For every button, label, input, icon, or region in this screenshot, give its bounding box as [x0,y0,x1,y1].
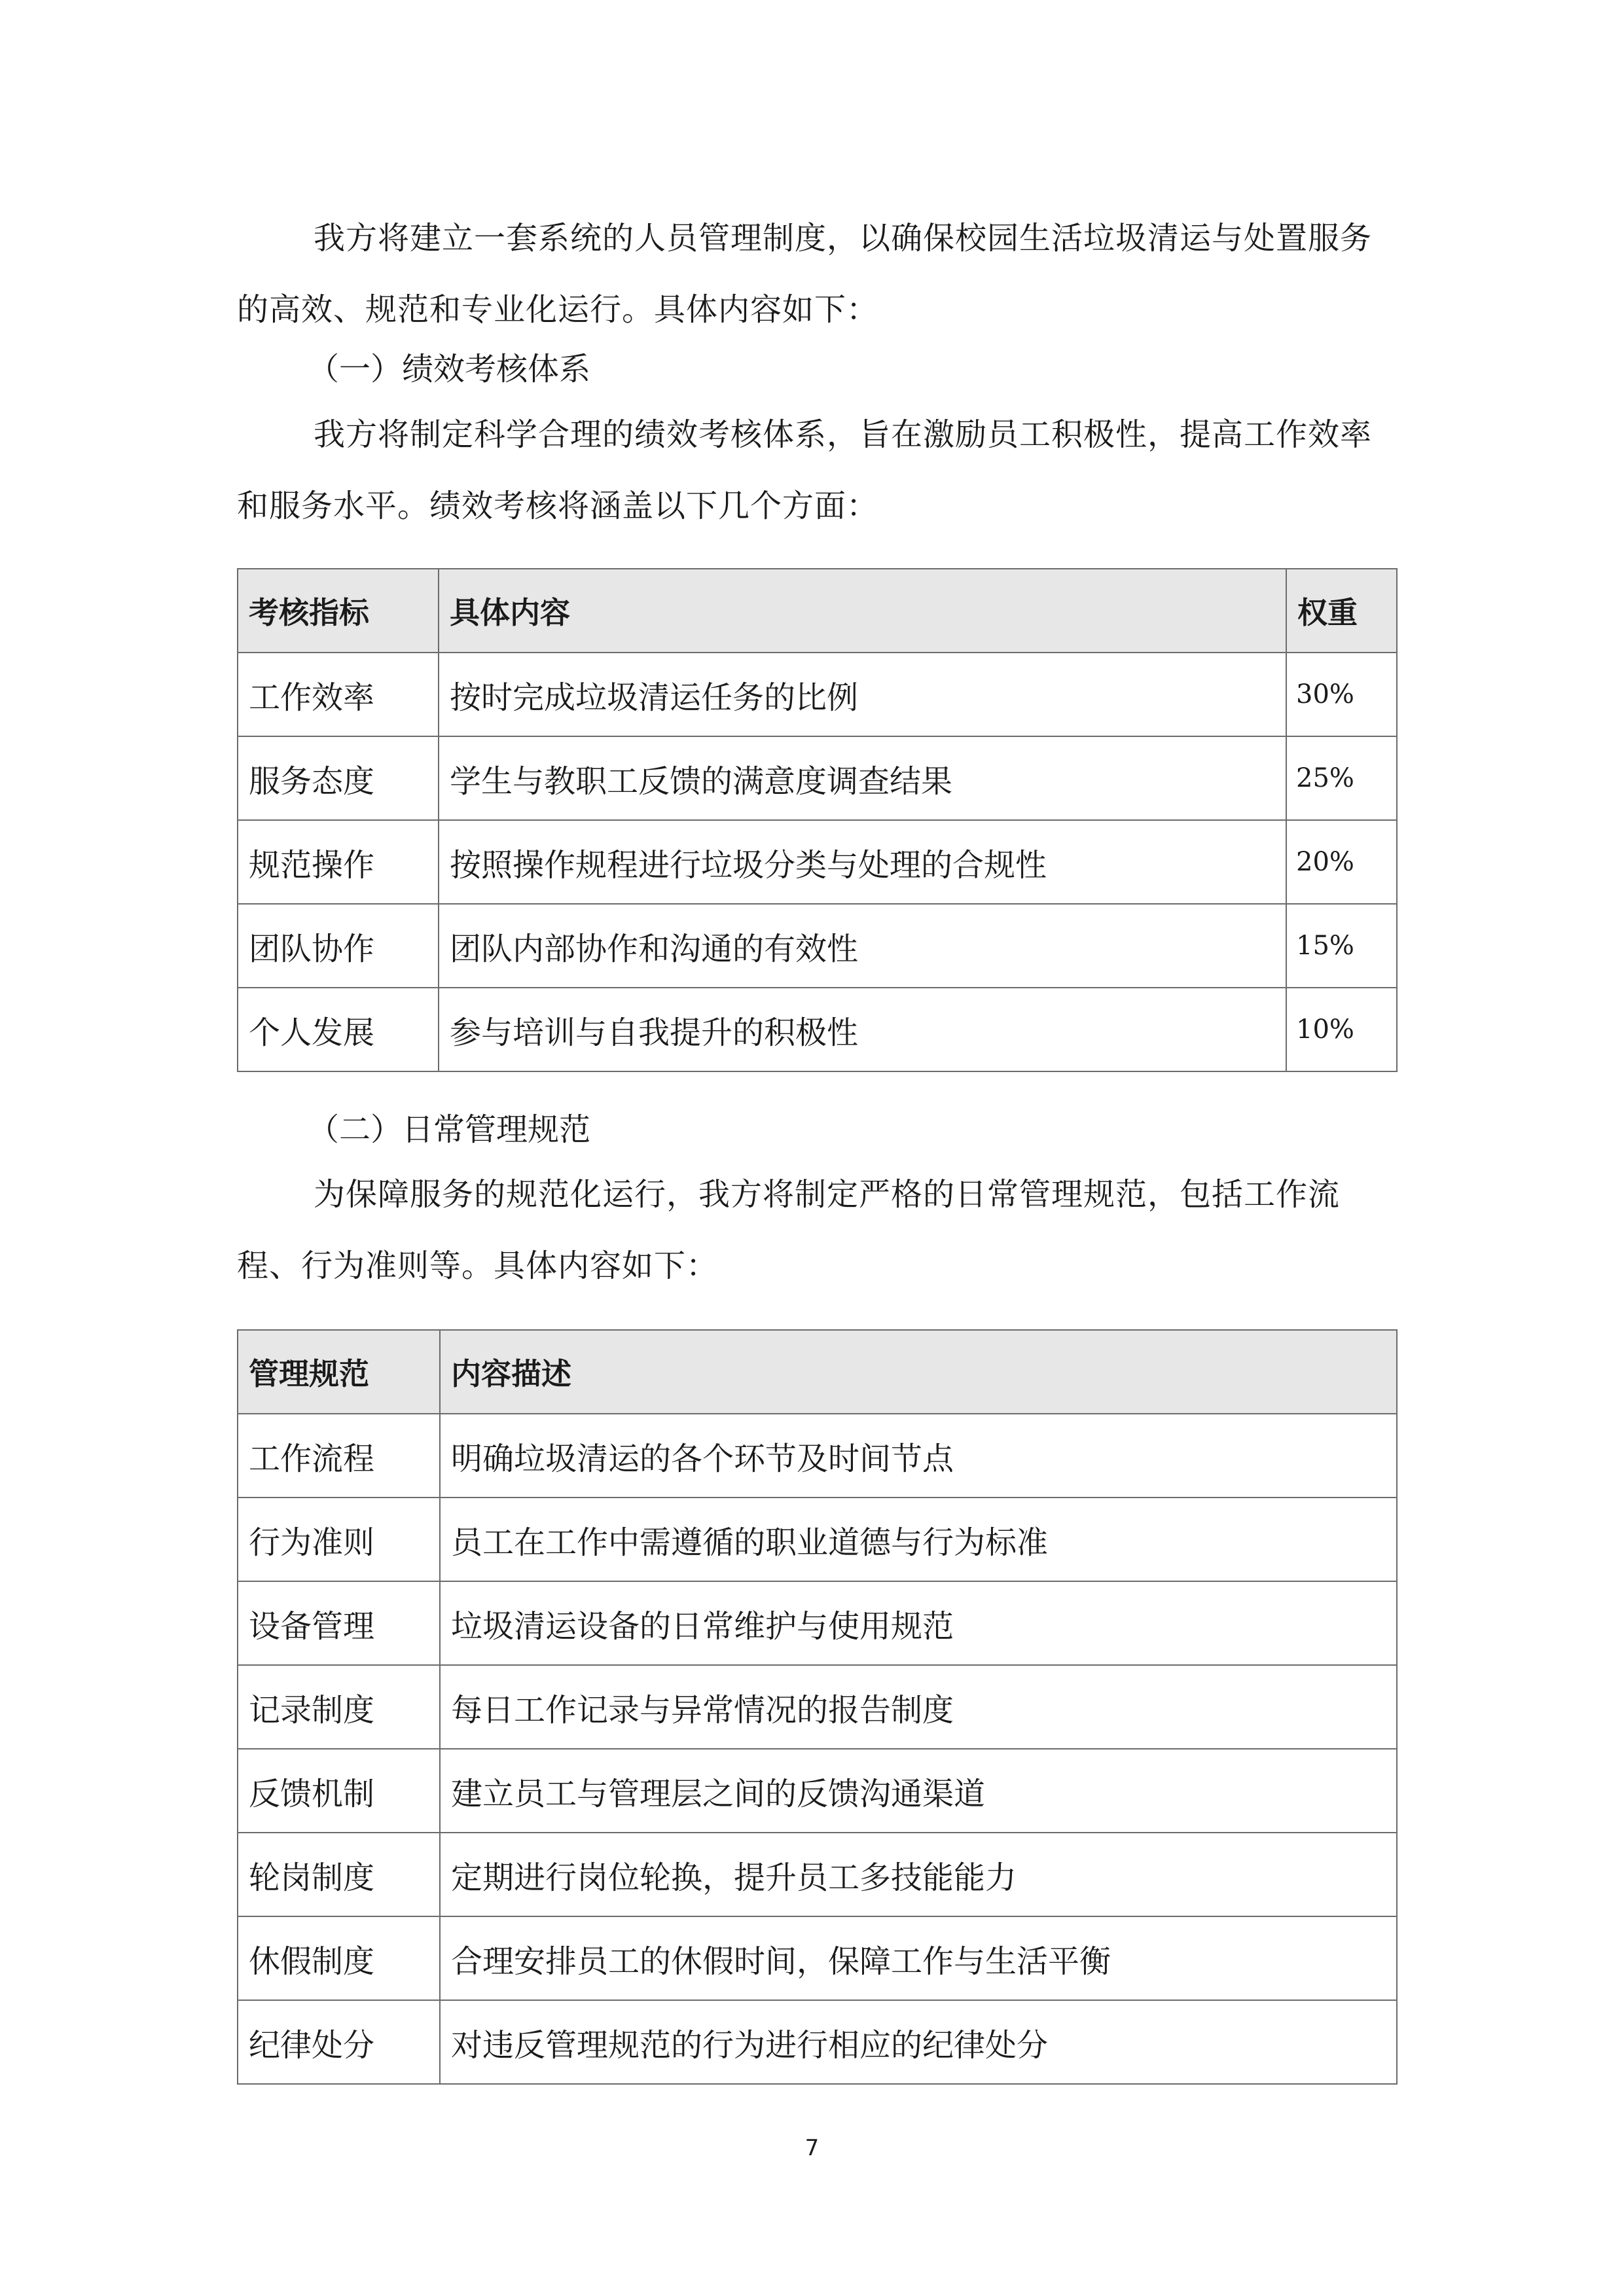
table-header-row [238,569,1397,653]
norm-cell: 轮岗制度 [238,1833,440,1916]
daily-management-paragraph: 为保障服务的规范化运行，我方将制定严格的日常管理规范，包括工作流程、行为准则等。具体内容如下： [237,1176,1341,1284]
norm-cell: 纪律处分 [238,2000,440,2084]
description-cell: 明确垃圾清运的各个环节及时间节点 [440,1414,1397,1498]
weight-cell: 20% [1286,820,1397,904]
content-cell: 按照操作规程进行垃圾分类与处理的合规性 [439,820,1286,904]
page-number: 7 [804,2135,820,2161]
section-heading-performance: （一）绩效考核体系 [308,351,591,387]
weight-cell: 25% [1286,736,1397,820]
norm-cell: 记录制度 [238,1665,440,1749]
description-cell: 对违反管理规范的行为进行相应的纪律处分 [440,2000,1397,2084]
table-header-row [238,1330,1397,1414]
column-header: 内容描述 [440,1330,1397,1414]
description-cell: 定期进行岗位轮换，提升员工多技能能力 [440,1833,1397,1916]
content-cell: 学生与教职工反馈的满意度调查结果 [439,736,1286,820]
table-row [238,736,1397,820]
norm-cell: 休假制度 [238,1916,440,2000]
content-cell: 团队内部协作和沟通的有效性 [439,904,1286,988]
norm-cell: 设备管理 [238,1581,440,1665]
weight-cell: 10% [1286,988,1397,1071]
norm-cell: 行为准则 [238,1498,440,1581]
norm-cell: 工作流程 [238,1414,440,1498]
description-cell: 每日工作记录与异常情况的报告制度 [440,1665,1397,1749]
description-cell: 建立员工与管理层之间的反馈沟通渠道 [440,1749,1397,1833]
performance-paragraph: 我方将制定科学合理的绩效考核体系，旨在激励员工积极性，提高工作效率和服务水平。绩效考核将涵盖以下几个方面： [237,416,1373,524]
description-cell: 垃圾清运设备的日常维护与使用规范 [440,1581,1397,1665]
indicator-cell: 个人发展 [238,988,439,1071]
indicator-cell: 团队协作 [238,904,439,988]
content-cell: 参与培训与自我提升的积极性 [439,988,1286,1071]
description-cell: 员工在工作中需遵循的职业道德与行为标准 [440,1498,1397,1581]
description-cell: 合理安排员工的休假时间，保障工作与生活平衡 [440,1916,1397,2000]
weight-cell: 30% [1286,653,1397,736]
table-row [238,2000,1397,2084]
table-row [238,1414,1397,1498]
table-row [238,653,1397,736]
table-row [238,1916,1397,2000]
section-heading-daily-management: （二）日常管理规范 [308,1111,591,1148]
table-row [238,1581,1397,1665]
table-row [238,1498,1397,1581]
table-row [238,1833,1397,1916]
performance-table [237,568,1398,1072]
weight-cell: 15% [1286,904,1397,988]
norm-cell: 反馈机制 [238,1749,440,1833]
column-header: 具体内容 [439,569,1286,653]
indicator-cell: 工作效率 [238,653,439,736]
intro-paragraph: 我方将建立一套系统的人员管理制度，以确保校园生活垃圾清运与处置服务的高效、规范和专业化运行。具体内容如下： [237,220,1373,328]
table-row [238,1665,1397,1749]
table-row [238,988,1397,1071]
table-row [238,904,1397,988]
content-cell: 按时完成垃圾清运任务的比例 [439,653,1286,736]
table-row [238,1749,1397,1833]
indicator-cell: 规范操作 [238,820,439,904]
column-header: 管理规范 [238,1330,440,1414]
column-header: 权重 [1286,569,1397,653]
table-row [238,820,1397,904]
indicator-cell: 服务态度 [238,736,439,820]
management-table [237,1329,1398,2085]
column-header: 考核指标 [238,569,439,653]
